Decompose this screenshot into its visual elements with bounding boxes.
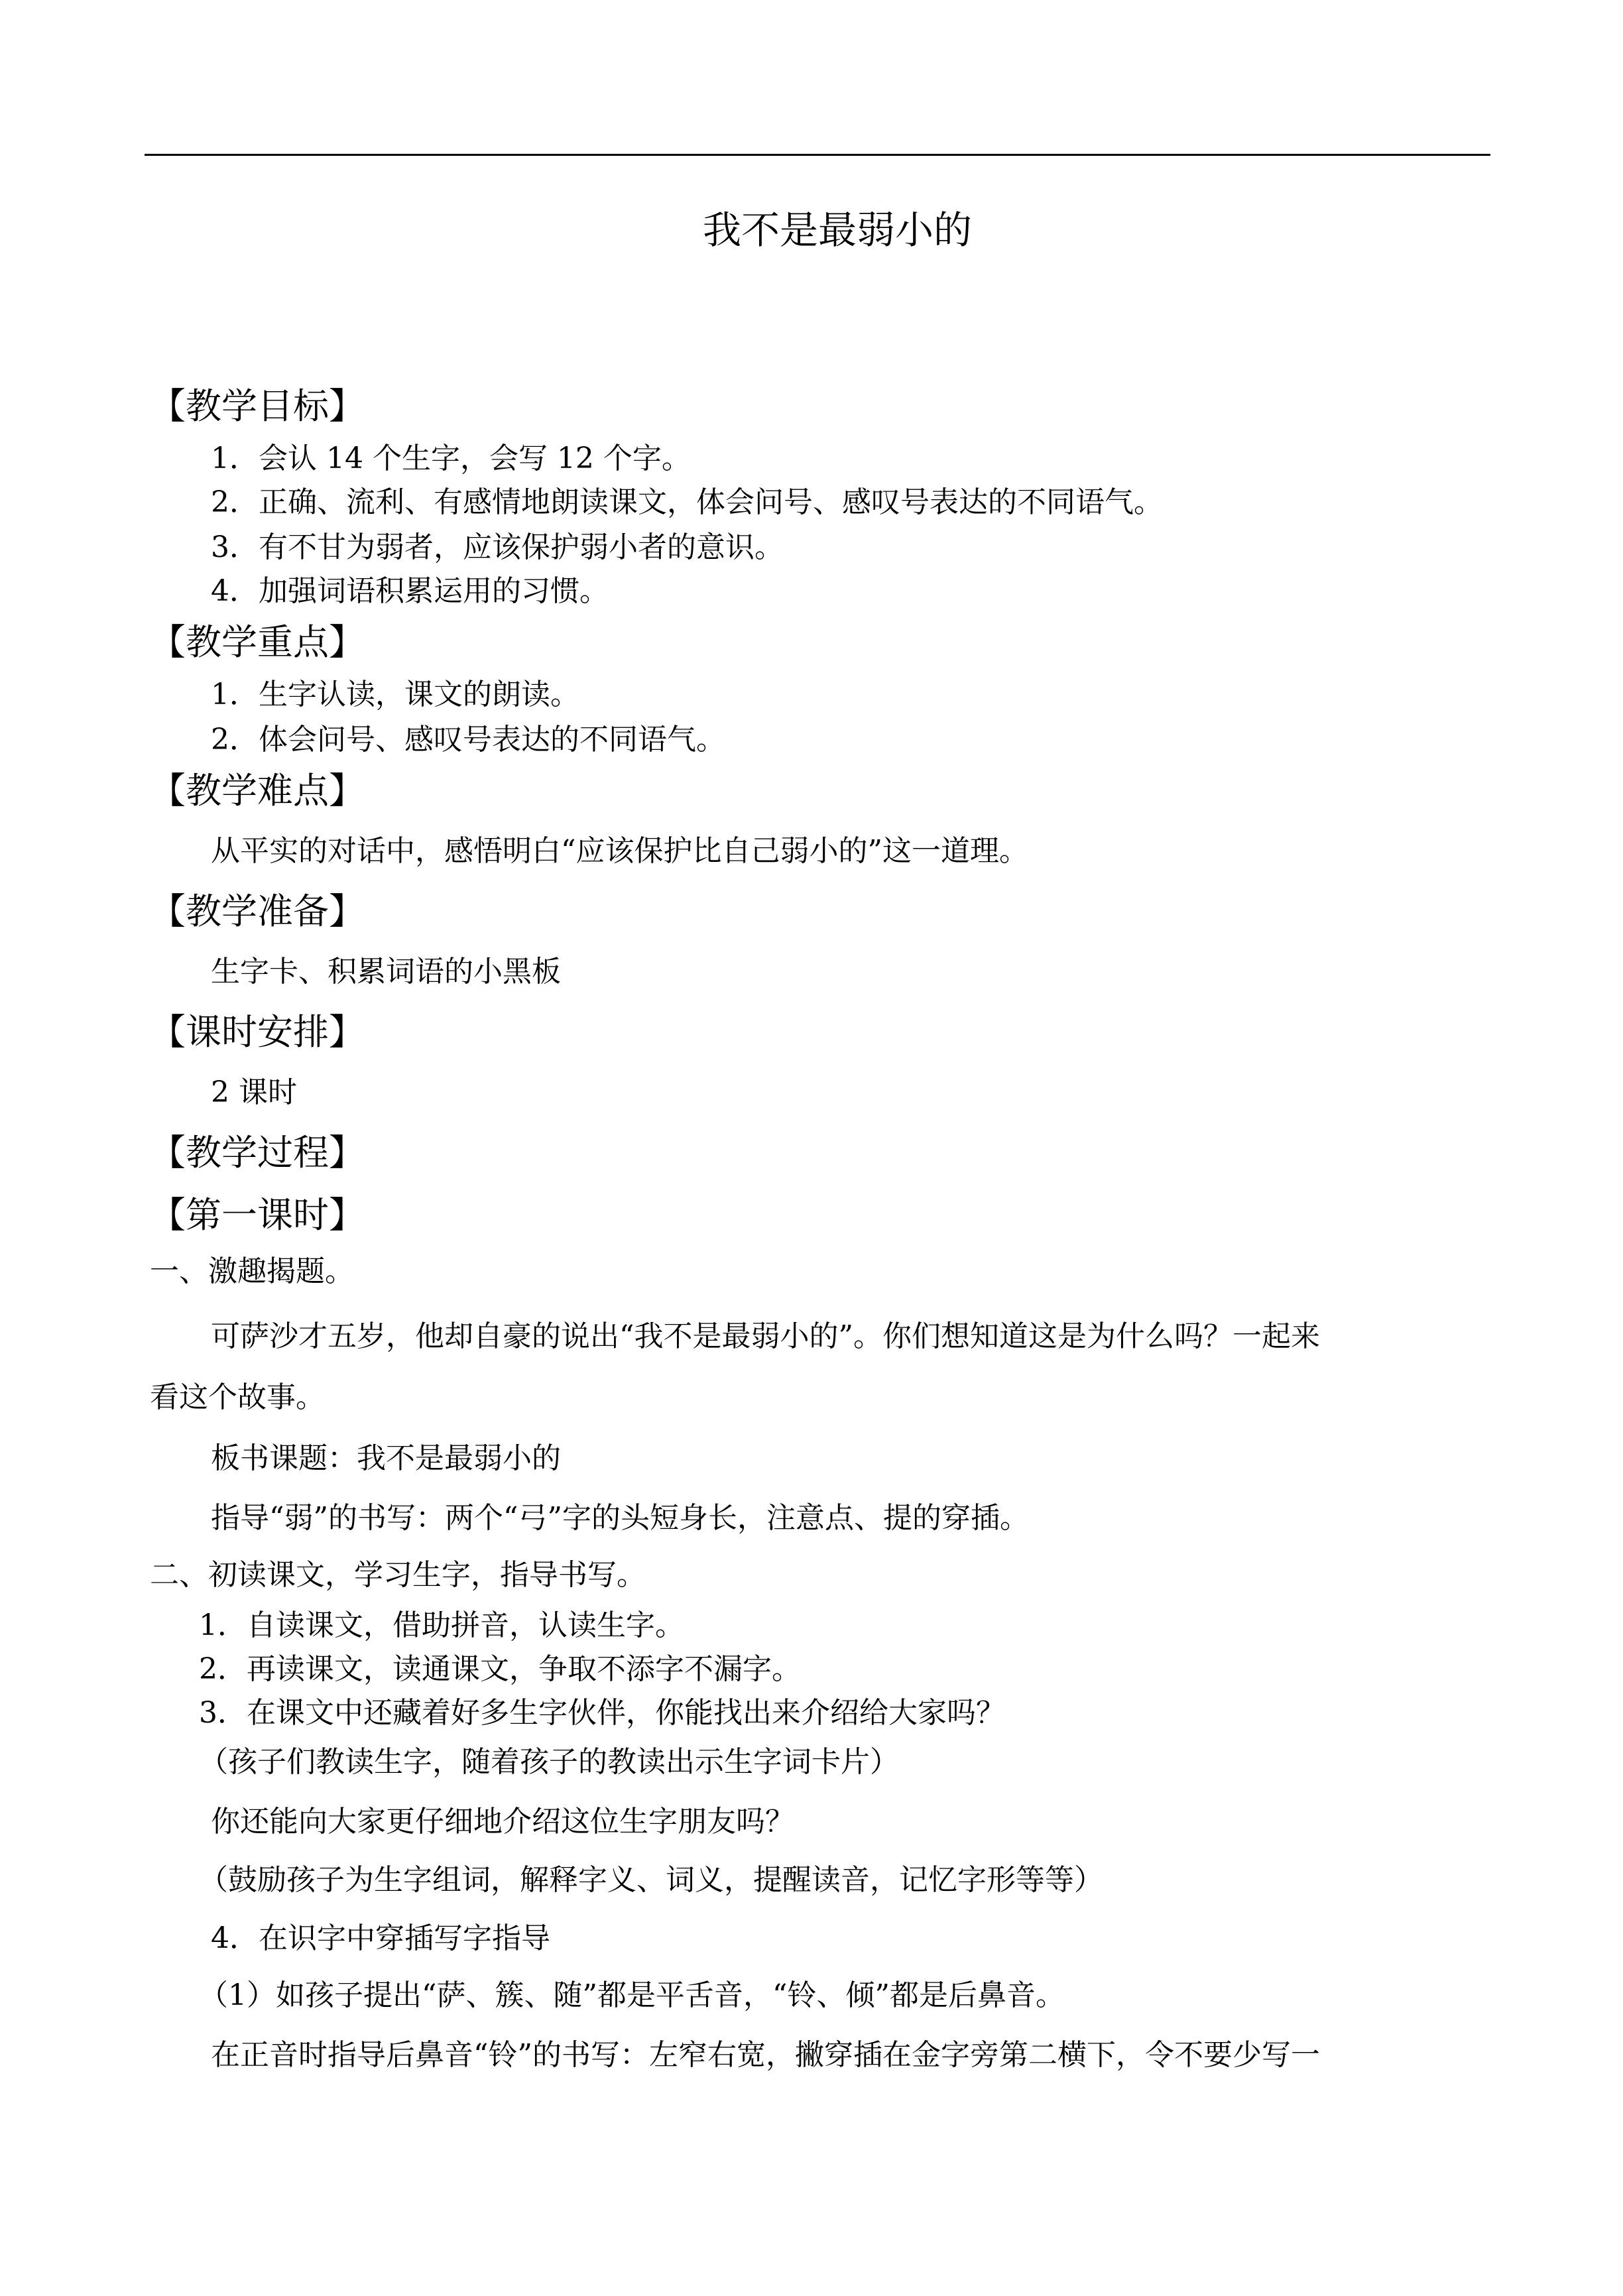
- part2-title: 二、初读课文，学习生字，指导书写。: [150, 1558, 646, 1592]
- objective-item-2: 2．正确、流利、有感情地朗读课文，体会问号、感叹号表达的不同语气。: [211, 485, 1163, 519]
- part2-sub-item-1-detail: 在正音时指导后鼻音“铃”的书写：左窄右宽，撇穿插在金字旁第二横下，令不要少写一: [211, 2038, 1320, 2072]
- part2-step-1: 1．自读课文，借助拼音，认读生字。: [199, 1608, 684, 1642]
- heading-objectives: 【教学目标】: [150, 385, 365, 427]
- difficulties-text: 从平实的对话中，感悟明白“应该保护比自己弱小的”这一道理。: [211, 834, 1028, 868]
- part1-title: 一、激趣揭题。: [150, 1254, 354, 1288]
- part1-paragraph-1-line-2: 看这个故事。: [150, 1380, 325, 1414]
- schedule-text: 2 课时: [211, 1075, 297, 1109]
- heading-preparation: 【教学准备】: [150, 890, 365, 932]
- part1-paragraph-3: 指导“弱”的书写：两个“弓”字的头短身长，注意点、提的穿插。: [211, 1501, 1029, 1535]
- header-rule: [145, 154, 1490, 156]
- part2-note-1: （孩子们教读生字，随着孩子的教读出示生字词卡片）: [199, 1745, 899, 1779]
- preparation-text: 生字卡、积累词语的小黑板: [211, 955, 561, 989]
- heading-difficulties: 【教学难点】: [150, 770, 365, 812]
- heading-process: 【教学过程】: [150, 1132, 365, 1174]
- heading-lesson-1: 【第一课时】: [150, 1194, 365, 1236]
- part2-question: 你还能向大家更仔细地介绍这位生字朋友吗？: [211, 1805, 794, 1839]
- page-title: 我不是最弱小的: [703, 208, 973, 253]
- part1-paragraph-1-line-1: 可萨沙才五岁，他却自豪的说出“我不是最弱小的”。你们想知道这是为什么吗？一起来: [211, 1319, 1320, 1353]
- key-point-item-2: 2．体会问号、感叹号表达的不同语气。: [211, 723, 725, 756]
- heading-key-points: 【教学重点】: [150, 621, 365, 663]
- part2-note-2: （鼓励孩子为生字组词，解释字义、词义，提醒读音，记忆字形等等）: [199, 1863, 1103, 1897]
- objective-item-1: 1．会认 14 个生字，会写 12 个字。: [211, 442, 691, 475]
- objective-item-3: 3．有不甘为弱者，应该保护弱小者的意识。: [211, 530, 784, 564]
- part2-step-3: 3．在课文中还藏着好多生字伙伴，你能找出来介绍给大家吗？: [199, 1696, 1005, 1730]
- heading-schedule: 【课时安排】: [150, 1011, 365, 1053]
- part2-step-4: 4．在识字中穿插写字指导: [211, 1921, 550, 1955]
- objective-item-4: 4．加强词语积累运用的习惯。: [211, 574, 609, 608]
- key-point-item-1: 1．生字认读，课文的朗读。: [211, 678, 579, 711]
- part2-step-2: 2．再读课文，读通课文，争取不添字不漏字。: [199, 1652, 801, 1686]
- part2-sub-item-1: （1）如孩子提出“萨、簇、随”都是平舌音，“铃、倾”都是后鼻音。: [199, 1978, 1065, 2012]
- part1-paragraph-2: 板书课题：我不是最弱小的: [211, 1441, 561, 1475]
